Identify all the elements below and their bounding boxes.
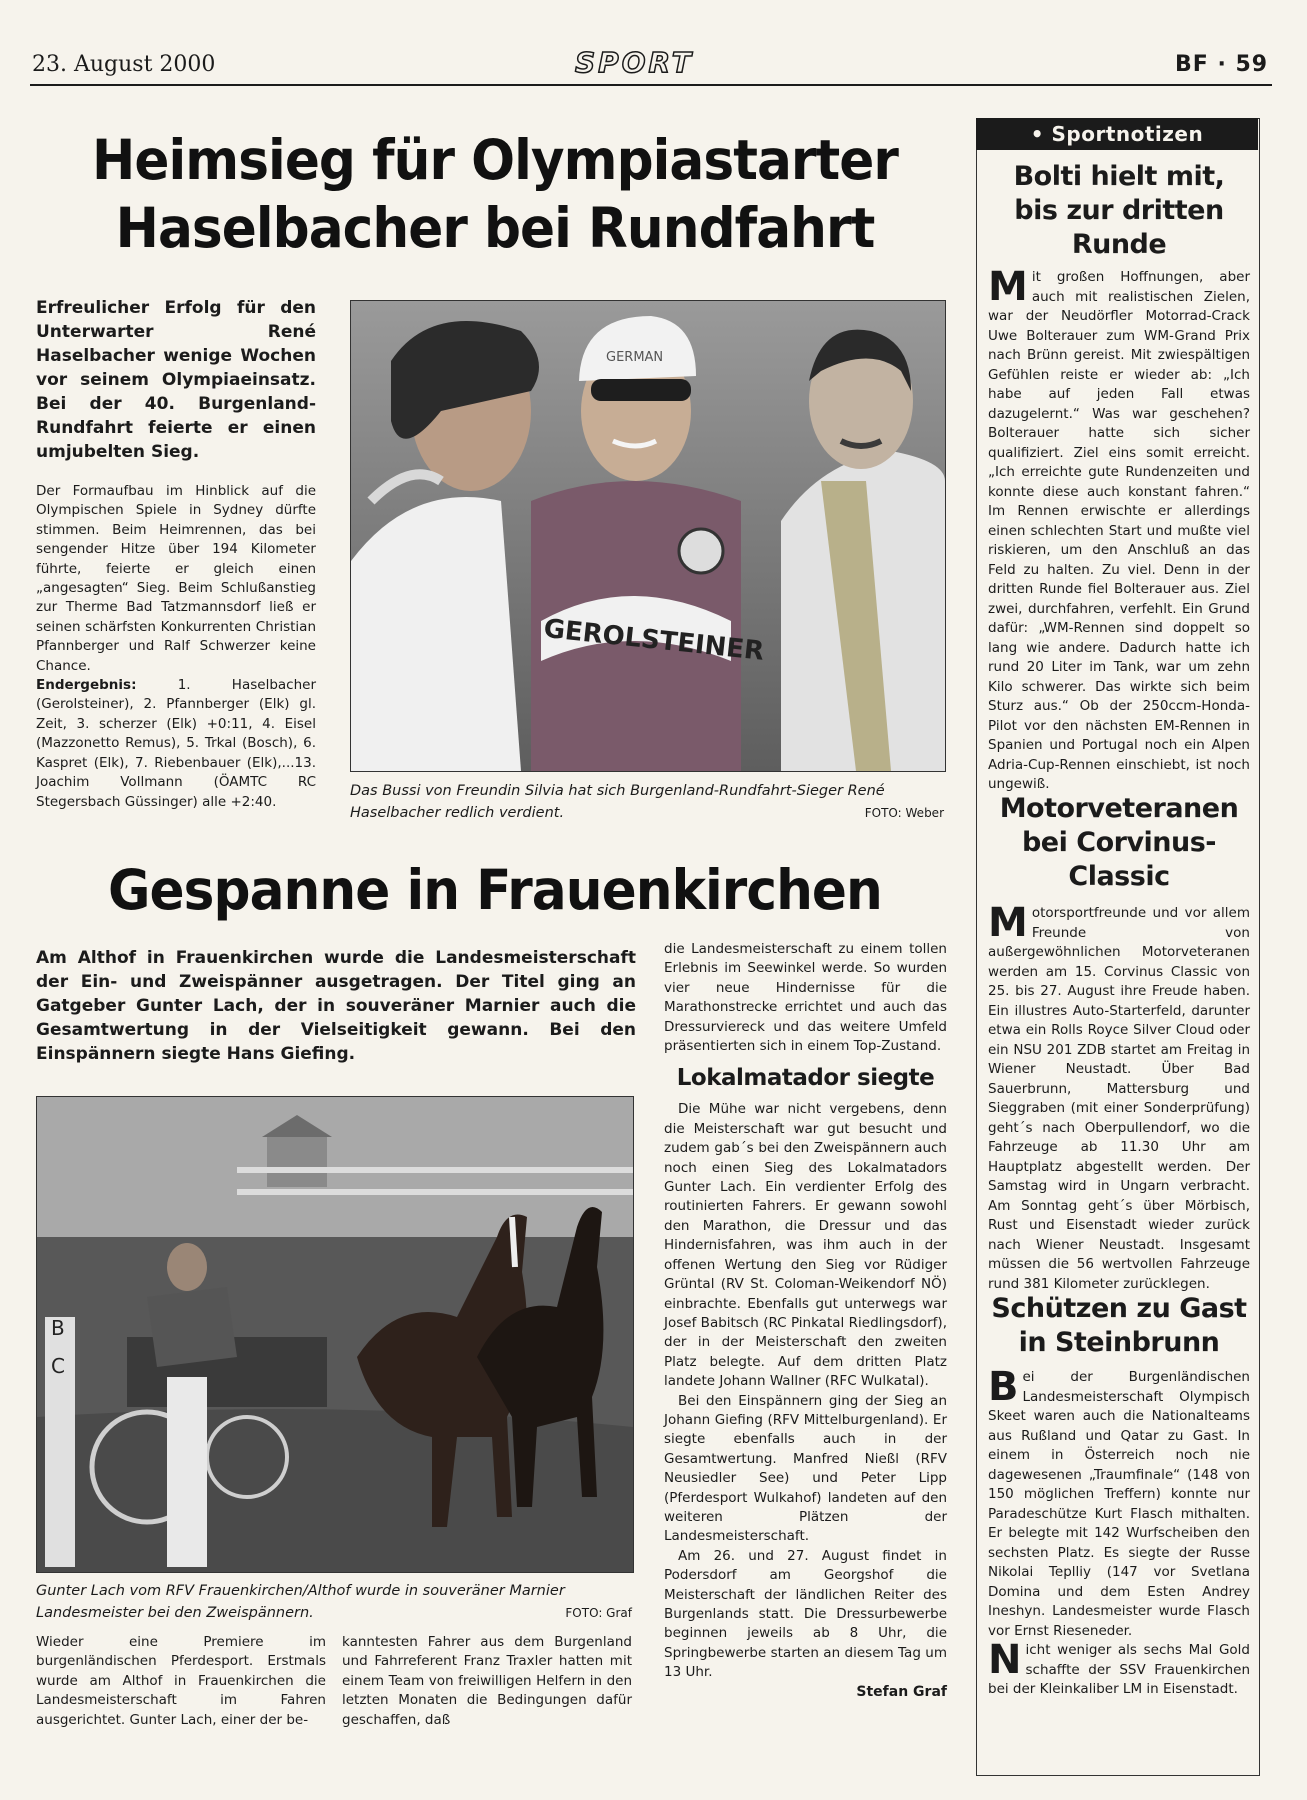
article1-headline-line2: Haselbacher bei Rundfahrt — [115, 196, 875, 260]
article1-photo — [350, 300, 946, 772]
article2-column3-paragraph1: Die Mühe war nicht vergebens, denn die Meisterschaft war gut besucht und zudem gab´s bei den Zweispännern auch noch einen Sieg des Lokalmatadors Gunter Lach. Ein verdienter Erfolg des routinierten Fahrers. Er gewann sowohl den Marathon, die Dressur und das Hindernisfahren, was ihm auch in der offenen Wertung den Sieg vor Rüdiger Grüntal (RV St. Coloman-Weikendorf NÖ) einbrachte. Ebenfalls gut unterwegs war Josef Babitsch (RC Pinkatal Riedlingsdorf), der in der Meisterschaft den zweiten Platz belegte. Auf dem dritten Platz landete Johann Wallner (RFC Wulkatal). — [664, 1101, 947, 1390]
article2-column3-intro: die Landesmeisterschaft zu einem tollen Erlebnis im Seewinkel werde. So wurden vier neue Hindernisse für die Marathonstrecke errichtet und auch das Dressurviereck und das weitere Umfeld präsentierten sich in einem Top-Zustand. — [664, 941, 947, 1055]
issue-date: 23. August 2000 — [32, 52, 216, 77]
jersey-text: GEROLSTEINER — [542, 613, 766, 667]
article1-caption — [350, 780, 944, 824]
sidebar-item-motorveteranen-title: Motorveteranen bei Corvinus-Classic — [999, 793, 1239, 892]
sidebar-item-bolti-body — [988, 264, 1250, 795]
article2-byline: Stefan Graf — [856, 1683, 947, 1700]
cyclist-photo-illustration — [351, 301, 945, 771]
article1-body — [36, 482, 316, 812]
article2-column1: Wieder eine Premiere im burgenländischen Pferdesport. Erstmals wurde am Althof in Frauenkirchen die Landesmeisterschaft im Fahren ausgerichtet. Gunter Lach, einer der be- — [36, 1634, 326, 1728]
sidebar-item-motorveteranen-body — [988, 900, 1250, 1294]
article2-column3-paragraph3: Am 26. und 27. August findet in Podersdorf am Georgshof die Meisterschaft der ländlichen Reiter des Burgenlands statt. Die Dressurbewerbe beginnen jeweils ab 8 Uhr, die Springbewerbe starten an diesem Tag um 13 Uhr. — [664, 1547, 947, 1681]
sidebar-heading: • Sportnotizen — [976, 118, 1258, 150]
section-title: SPORT — [575, 46, 694, 79]
article2-caption — [36, 1580, 632, 1624]
article1-lead: Erfreulicher Erfolg für den Unterwarter René Haselbacher wenige Wochen vor seinem Olympiaeinsatz. Bei der 40. Burgenland-Rundfahrt feierte er einen umjubelten Sieg. — [36, 298, 316, 462]
dropcap: M — [988, 264, 1028, 310]
article2-photo — [36, 1096, 634, 1573]
dropcap: B — [988, 1364, 1019, 1410]
sidebar-item-bolti-text: it großen Hoffnungen, aber auch mit realistischen Zielen, war der Neudörfler Motorrad-Crack Uwe Bolterauer zum WM-Grand Prix nach Brünn gereist. Mit zwiespältigen Gefühlen reiste er wieder ab: „Ich habe auf jeden Fall etwas dazugelernt.“ Was war geschehen? Bolterauer hatte sich sicher qualifiziert. Ziel eins somit erreicht. „Ich erreichte gute Rundenzeiten und konnte diese auch konstant fahren.“ Im Rennen erwischte er allerdings einen schlechten Start und mußte viel riskieren, um den Anschluß an das Feld zu halten. Zu viel. Denn in der dritten Runde fiel Bolterauer aus. Ziel zwei, durchfahren, verfehlt. Ein Grund dafür: „WM-Rennen sind doppelt so lang wie andere. Dadurch hatte ich rund 20 Liter im Tank, war um zehn Kilo schwerer. Das wirkte sich beim Sturz aus.“ Ob der 250ccm-Honda-Pilot vor den nächsten EM-Rennen in Spanien und Portugal noch ein Alpen Adria-Cup-Rennen einschiebt, ist noch ungewiß. — [988, 269, 1250, 792]
carriage-photo-illustration — [37, 1097, 633, 1572]
dropcap: N — [988, 1637, 1022, 1683]
sidebar-item-schuetzen-body — [988, 1364, 1250, 1700]
article1-caption-text: Das Bussi von Freundin Silvia hat sich Burgenland-Rundfahrt-Sieger René Haselbacher redlich verdient. — [350, 783, 885, 821]
article2-headline: Gespanne in Frauenkirchen — [108, 858, 882, 922]
sidebar-item-schuetzen-text2: icht weniger als sechs Mal Gold schaffte der SSV Frauenkirchen bei der Kleinkaliber LM in Eisenstadt. — [988, 1642, 1250, 1697]
article2-lead: Am Althof in Frauenkirchen wurde die Landesmeisterschaft der Ein- und Zweispänner ausgetragen. Der Titel ging an Gatgeber Gunter Lach, der in souveräner Marnier auch die Gesamtwertung in der Vielseitigkeit gewann. Bei den Einspännern siegte Hans Giefing. — [36, 948, 636, 1064]
article2-column2: kanntesten Fahrer aus dem Burgenland und Fahrreferent Franz Traxler hatten mit einem Team von freiwilligen Helfern in den letzten Monaten die Bedingungen dafür geschaffen, daß — [342, 1634, 632, 1728]
article1-result-label: Endergebnis: — [36, 677, 137, 694]
article1-headline — [58, 126, 932, 262]
dropcap: M — [988, 900, 1028, 946]
article2-photo-credit: FOTO: Graf — [565, 1606, 632, 1620]
article1-headline-line1: Heimsieg für Olympiastarter — [92, 128, 898, 192]
marker-b: B — [51, 1316, 65, 1340]
article1-result-text: 1. Haselbacher (Gerolsteiner), 2. Pfannberger (Elk) gl. Zeit, 3. scherzer (Elk) +0:11, 4. Eisel (Mazzonetto Remus), 5. Trkal (Bosch), 6. Kaspret (Elk), 7. Riebenbauer (Elk),...13. Joachim Vollmann (ÖAMTC RC Stegersbach Güssinger) alle +2:40. — [36, 677, 316, 810]
article2-column3-paragraph2: Bei den Einspännern ging der Sieg an Johann Giefing (RFV Mittelburgenland). Er siegte ebenfalls auch in der Gesamtwertung. Manfred Nießl (RFV Neusiedler See) und Peter Lipp (Pferdesport Wulkahof) landeten auf den weiteren Plätzen der Landesmeisterschaft. — [664, 1392, 947, 1545]
article2-subhead: Lokalmatador siegte — [676, 1065, 935, 1092]
marker-c: C — [51, 1354, 65, 1378]
sidebar-item-bolti — [988, 160, 1250, 795]
cap-text: GERMAN — [606, 350, 664, 365]
sidebar-item-motorveteranen — [988, 792, 1250, 1294]
sidebar-item-bolti-title: Bolti hielt mit, bis zur dritten Runde — [1013, 161, 1225, 260]
sidebar-item-schuetzen-text: ei der Burgenländischen Landesmeisterschaft Olympisch Skeet waren auch die Nationalteams aus Rußland und Qatar zu Gast. In einem in Österreich noch nie dagewesenen „Traumfinale“ (148 von 150 möglichen Treffern) konnte nur Paradeschütze Kurt Flasch mithalten. Er belegte mit 142 Wurfscheiben den sechsten Platz. Es siegte der Russe Nikolai Teplliy (147 vor Svetlana Domina und dem Esten Andrey Ineshyn. Landesmeister wurde Flasch vor Ernst Rieseneder. — [988, 1369, 1250, 1639]
article2-caption-text: Gunter Lach vom RFV Frauenkirchen/Althof wurde in souveräner Marnier Landesmeister bei den Zweispännern. — [36, 1583, 565, 1621]
article1-photo-credit: FOTO: Weber — [864, 806, 944, 820]
sidebar-item-schuetzen — [988, 1292, 1250, 1700]
header-rule — [30, 84, 1272, 86]
page-number: BF · 59 — [1175, 52, 1269, 77]
article2-column3 — [664, 940, 947, 1702]
sidebar-item-schuetzen-title: Schützen zu Gast in Steinbrunn — [991, 1293, 1247, 1358]
sidebar-item-motorveteranen-text: otorsportfreunde und vor allem Freunde von außergewöhnlichen Motorveteranen werden am 15. Corvinus Classic von 25. bis 27. August ihre Freude haben. Ein illustres Auto-Starterfeld, darunter etwa ein Rolls Royce Silver Cloud oder ein NSU 201 ZDB startet am Freitag in Wiener Neustadt. Über Bad Sauerbrunn, Mattersburg und Sieggraben (mit einer Sonderprüfung) geht´s nach Oberpullendorf, wo die Fahrzeuge ab 11.30 Uhr am Hauptplatz abgestellt werden. Der Samstag wird in Ungarn verbracht. Am Sonntag geht´s über Mörbisch, Rust und Eisenstadt wieder zurück nach Wiener Neustadt. Insgesamt müssen die 56 wertvollen Fahrzeuge rund 381 Kilometer zurücklegen. — [988, 905, 1250, 1292]
article1-body-text: Der Formaufbau im Hinblick auf die Olympischen Spiele in Sydney dürfte stimmen. Beim Heimrennen, das bei sengender Hitze über 194 Kilometer führte, feierte er gleich einen „angesagten“ Sieg. Beim Schlußanstieg zur Therme Bad Tatzmannsdorf ließ er seinen schärfsten Konkurrenten Christian Pfannberger und Ralf Schwerzer keine Chance. — [36, 483, 316, 674]
